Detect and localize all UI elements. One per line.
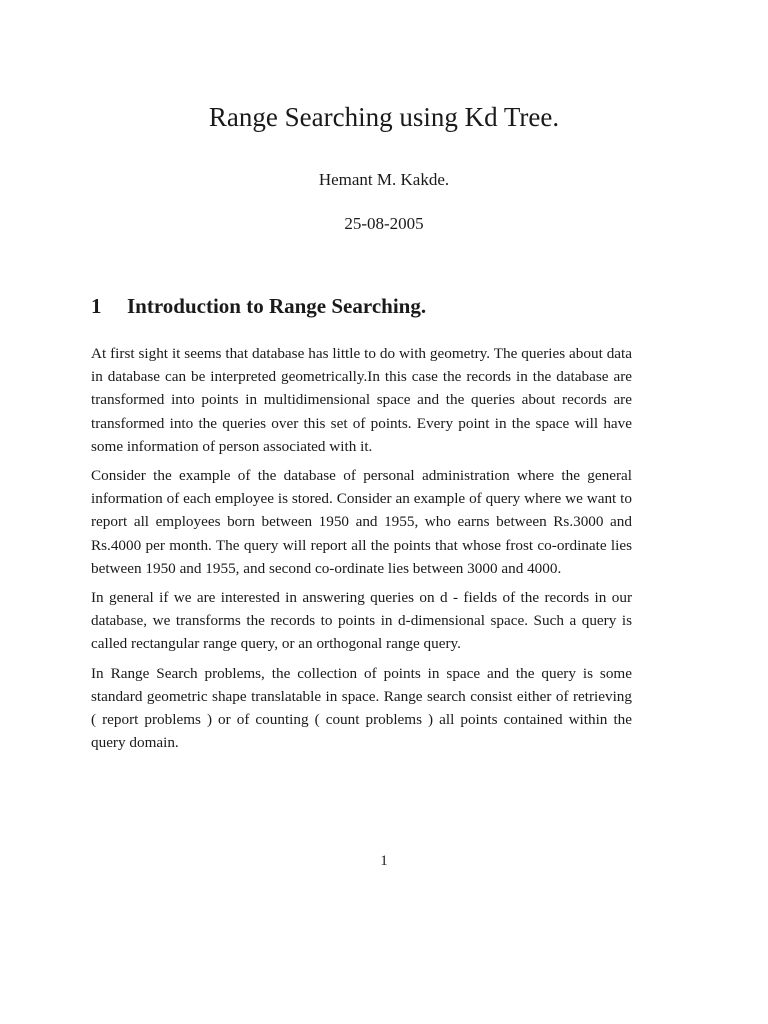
section-number: 1 [91, 294, 102, 318]
document-title: Range Searching using Kd Tree. [208, 102, 560, 132]
paragraph: In general if we are interested in answering queries on d - fields of the records in our database, we transforms the records to points in d-dimensional space. Such a query is called rectangular range query, or an orthogonal range query. [91, 589, 632, 653]
section-heading [91, 292, 426, 320]
section-body [91, 342, 632, 760]
document-date: 25-08-2005 [344, 214, 424, 233]
paragraph: In Range Search problems, the collection of points in space and the query is some standard geometric shape translatable in space. Range search consist either of retrieving ( report problems ) or of counting ( count problems ) all points contained within the query domain. [91, 664, 632, 752]
page-number: 1 [380, 853, 388, 869]
paragraph: Consider the example of the database of personal administration where the general information of each employee is stored. Consider an example of query where we want to report all employees born between 1950 and 1955, who earns between Rs.3000 and Rs.4000 per month. The query will report all the points that whose frost co-ordinate lies between 1950 and 1955, and second co-ordinate lies between 3000 and 4000. [91, 467, 632, 577]
paragraph: At first sight it seems that database has little to do with geometry. The queries about data in database can be interpreted geometrically.In this case the records in the database are transformed into points in multidimensional space and the queries about records are transformed into the queries over this set of points. Every point in the space will have some information of person associated with it. [91, 345, 632, 455]
document-author: Hemant M. Kakde. [318, 170, 450, 189]
section-title: Introduction to Range Searching. [127, 294, 427, 318]
